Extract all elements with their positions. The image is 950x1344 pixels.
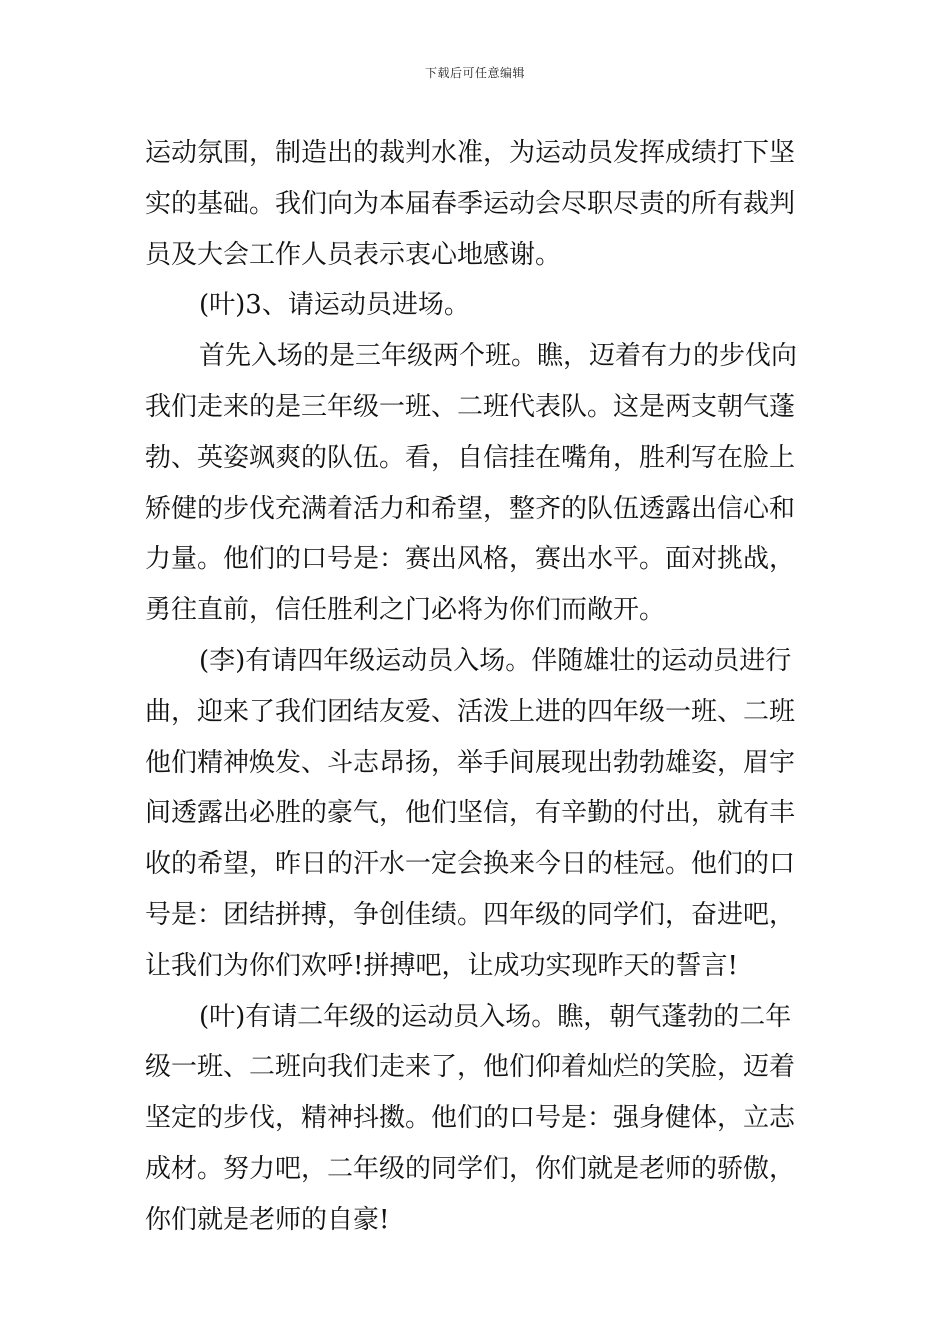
- paragraph: [145, 636, 805, 992]
- paragraph: [145, 331, 805, 636]
- document-body: [145, 128, 805, 1246]
- text-line: 收的希望，昨日的汗水一定会换来今日的桂冠。他们的口: [145, 849, 796, 880]
- text-line: 员及大会工作人员表示衷心地感谢。: [145, 239, 562, 270]
- text-line: 运动氛围，制造出的裁判水准，为运动员发挥成绩打下坚: [145, 138, 796, 168]
- page-header: 下载后可任意编辑: [424, 66, 525, 80]
- text-line: 坚定的步伐，精神抖擞。他们的口号是：强身健体，立志: [145, 1103, 796, 1134]
- text-line: 力量。他们的口号是：赛出风格，赛出水平。面对挑战，: [145, 544, 796, 575]
- paragraph: [145, 280, 805, 331]
- text-line: 间透露出必胜的豪气，他们坚信，有辛勤的付出，就有丰: [145, 798, 796, 829]
- text-line: 我们走来的是三年级一班、二班代表队。这是两支朝气蓬: [145, 391, 796, 422]
- text-line: 你们就是老师的自豪!: [145, 1204, 390, 1235]
- text-line: 曲，迎来了我们团结友爱、活泼上进的四年级一班、二班: [145, 696, 796, 727]
- text-line: 成材。努力吧，二年级的同学们，你们就是老师的骄傲，: [145, 1153, 796, 1184]
- paragraph: [145, 128, 805, 280]
- text-line: 号是：团结拼搏，争创佳绩。四年级的同学们，奋进吧，: [145, 899, 796, 930]
- text-line: (李)有请四年级运动员入场。伴随雄壮的运动员进行: [199, 645, 792, 676]
- text-line: (叶)有请二年级的运动员入场。瞧，朝气蓬勃的二年: [199, 1001, 792, 1032]
- text-line: 让我们为你们欢呼!拼搏吧，让成功实现昨天的誓言!: [145, 950, 738, 981]
- paragraph: [145, 992, 805, 1246]
- text-line: 他们精神焕发、斗志昂扬，举手间展现出勃勃雄姿，眉宇: [145, 747, 796, 778]
- text-line: 勇往直前，信任胜利之门必将为你们而敞开。: [145, 595, 666, 626]
- text-line: 首先入场的是三年级两个班。瞧，迈着有力的步伐向: [199, 341, 798, 372]
- text-line: 级一班、二班向我们走来了，他们仰着灿烂的笑脸，迈着: [145, 1052, 796, 1083]
- text-line: 矫健的步伐充满着活力和希望，整齐的队伍透露出信心和: [145, 493, 796, 524]
- text-line: 实的基础。我们向为本届春季运动会尽职尽责的所有裁判: [145, 188, 796, 219]
- text-line: (叶)3、请运动员进场。: [199, 290, 470, 321]
- text-line: 勃、英姿飒爽的队伍。看，自信挂在嘴角，胜利写在脸上: [145, 442, 796, 473]
